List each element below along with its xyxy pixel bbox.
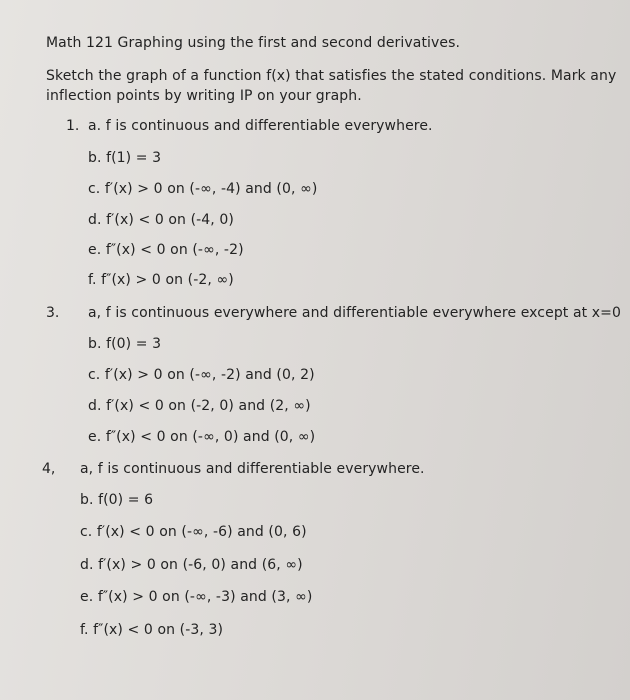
problem-number: 1. [66, 118, 80, 134]
instructions-line-1: Sketch the graph of a function f(x) that satisfies the stated conditions. Mark any [46, 68, 617, 84]
worksheet-title: Math 121 Graphing using the first and second derivatives. [46, 35, 461, 51]
problem-number: 4, [42, 461, 56, 477]
problem-item: c. f′(x) > 0 on (-∞, -4) and (0, ∞) [88, 181, 318, 197]
problem-item: e. f″(x) > 0 on (-∞, -3) and (3, ∞) [80, 589, 313, 605]
problem-item: a, f is continuous everywhere and differentiable everywhere except at x=0 [88, 305, 621, 321]
problem-item: f. f″(x) < 0 on (-3, 3) [80, 622, 224, 638]
problem-item: a, f is continuous and differentiable everywhere. [80, 461, 425, 477]
problem-item: e. f″(x) < 0 on (-∞, 0) and (0, ∞) [88, 429, 316, 445]
problem-number: 3. [46, 305, 60, 321]
problem-item: b. f(1) = 3 [88, 150, 162, 166]
problem-item: d. f′(x) > 0 on (-6, 0) and (6, ∞) [80, 557, 303, 573]
instructions-line-2: inflection points by writing IP on your graph. [46, 88, 362, 104]
problem-item: b. f(0) = 6 [80, 492, 154, 508]
problem-item: f. f″(x) > 0 on (-2, ∞) [88, 272, 234, 288]
problem-item: e. f″(x) < 0 on (-∞, -2) [88, 242, 244, 258]
problem-item: b. f(0) = 3 [88, 336, 162, 352]
problem-item: c. f′(x) > 0 on (-∞, -2) and (0, 2) [88, 367, 315, 383]
problem-item: c. f′(x) < 0 on (-∞, -6) and (0, 6) [80, 524, 307, 540]
problem-item: d. f′(x) < 0 on (-4, 0) [88, 212, 234, 228]
problem-item: d. f′(x) < 0 on (-2, 0) and (2, ∞) [88, 398, 311, 414]
problem-item: a. f is continuous and differentiable everywhere. [88, 118, 433, 134]
